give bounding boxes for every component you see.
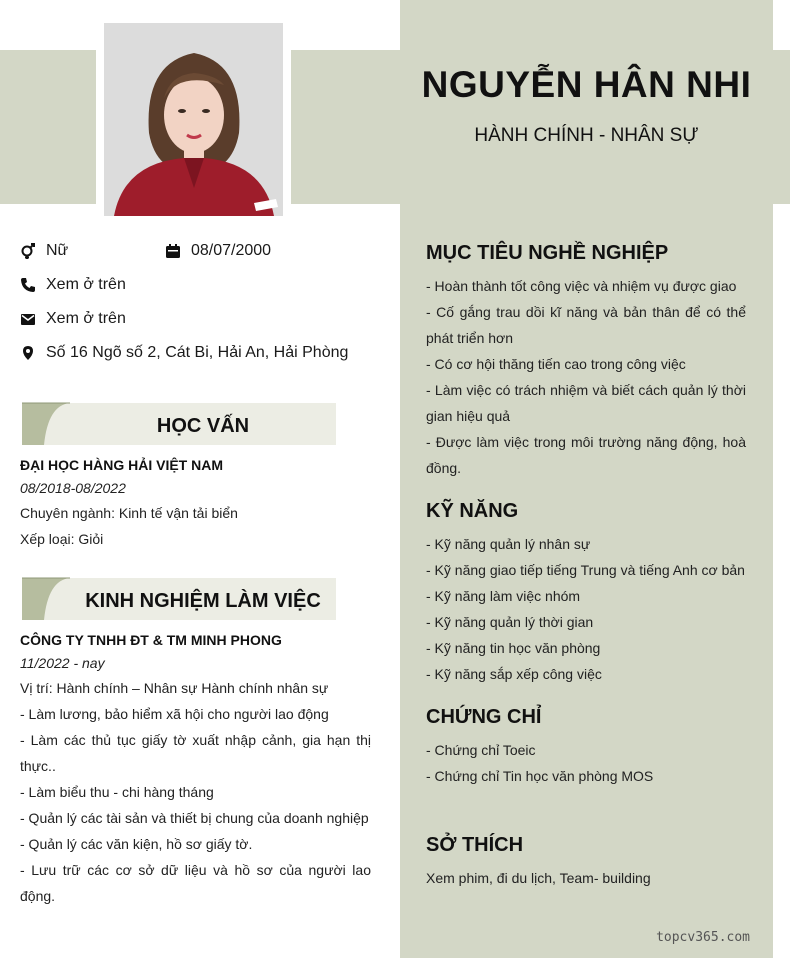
portrait-illustration (104, 23, 283, 216)
email-row (20, 310, 126, 328)
experience-line: - Quản lý các văn kiện, hồ sơ giấy tờ. (20, 836, 253, 852)
gender-row (20, 242, 68, 260)
experience-line: - Quản lý các tài sản và thiết bị chung của doanh nghiệp (20, 810, 369, 826)
hobbies-title: SỞ THÍCH (426, 834, 524, 856)
skill-item: - Kỹ năng tin học văn phòng (426, 640, 601, 656)
experience-section-header (22, 578, 336, 620)
skills-title: KỸ NĂNG (426, 500, 519, 522)
skill-item: - Kỹ năng giao tiếp tiếng Trung và tiếng Anh cơ bản (426, 562, 745, 578)
education-title: HỌC VẤN (156, 415, 250, 437)
education-grade: Xếp loại: Giỏi (20, 531, 104, 547)
certificate-item: - Chứng chỉ Tin học văn phòng MOS (426, 768, 654, 784)
phone-row (20, 276, 126, 294)
skill-item: - Kỹ năng sắp xếp công việc (426, 666, 602, 682)
leaf-decoration-icon (22, 397, 70, 445)
education-content (20, 454, 371, 552)
objective-line: - Có cơ hội thăng tiến cao trong công việc (426, 356, 686, 372)
gender-icon (20, 243, 36, 259)
skill-item: - Kỹ năng làm việc nhóm (426, 588, 581, 604)
objective-line: - Hoàn thành tốt công việc và nhiệm vụ được giao (426, 278, 737, 294)
objective-line: - Cố gắng trau dồi kĩ năng và bản thân để có thể phát triển hơn (426, 304, 746, 346)
education-major: Chuyên ngành: Kinh tế vận tải biển (20, 505, 238, 521)
experience-line: Vị trí: Hành chính – Nhân sự Hành chính nhân sự (20, 680, 329, 696)
objective-line: - Được làm việc trong môi trường năng động, hoà đồng. (426, 434, 746, 476)
email-icon (20, 311, 36, 327)
school-name: ĐẠI HỌC HÀNG HẢI VIỆT NAM (20, 457, 223, 473)
birthdate-value: 08/07/2000 (191, 242, 272, 259)
skills-section (426, 500, 746, 687)
experience-line: - Làm các thủ tục giấy tờ xuất nhập cảnh, gia hạn thị thực.. (20, 732, 371, 774)
experience-period: 11/2022 - nay (20, 655, 105, 671)
objective-line: - Làm việc có trách nhiệm và biết cách quản lý thời gian hiệu quả (426, 382, 746, 424)
header-band-middle (291, 50, 400, 204)
phone-value: Xem ở trên (46, 276, 126, 293)
experience-line: - Lưu trữ các cơ sở dữ liệu và hồ sơ của người lao động. (20, 862, 371, 904)
education-section-header (22, 403, 336, 445)
certificates-section (426, 706, 746, 789)
gender-value: Nữ (46, 242, 69, 259)
experience-title: KINH NGHIỆM LÀM VIỆC (85, 590, 321, 612)
email-value: Xem ở trên (46, 310, 126, 327)
experience-content (20, 629, 371, 909)
skill-item: - Kỹ năng quản lý thời gian (426, 614, 594, 630)
objective-title: MỤC TIÊU NGHỀ NGHIỆP (426, 242, 669, 264)
address-row (20, 344, 348, 362)
certificates-title: CHỨNG CHỈ (426, 706, 542, 728)
profile-photo (104, 23, 283, 216)
job-role: HÀNH CHÍNH - NHÂN SỰ (474, 125, 699, 146)
education-period: 08/2018-08/2022 (20, 480, 126, 496)
experience-line: - Làm lương, bảo hiểm xã hội cho người lao động (20, 706, 329, 722)
leaf-decoration-icon (22, 572, 70, 620)
skill-item: - Kỹ năng quản lý nhân sự (426, 536, 591, 552)
company-name: CÔNG TY TNHH ĐT & TM MINH PHONG (20, 632, 282, 648)
calendar-icon (165, 243, 181, 259)
hobbies-section (426, 834, 746, 891)
certificate-item: - Chứng chỉ Toeic (426, 742, 536, 758)
address-value: Số 16 Ngõ số 2, Cát Bi, Hải An, Hải Phòng (46, 344, 349, 361)
header-band-right-edge (773, 50, 790, 204)
birthdate-row (165, 242, 271, 260)
header-band-left (0, 50, 96, 204)
objective-section (426, 242, 746, 481)
experience-line: - Làm biểu thu - chi hàng tháng (20, 784, 214, 800)
watermark: topcv365.com (656, 930, 750, 945)
location-pin-icon (20, 345, 36, 361)
hobbies-text: Xem phim, đi du lịch, Team- building (426, 870, 651, 886)
phone-icon (20, 277, 36, 293)
full-name: NGUYỄN HÂN NHI (421, 64, 752, 105)
